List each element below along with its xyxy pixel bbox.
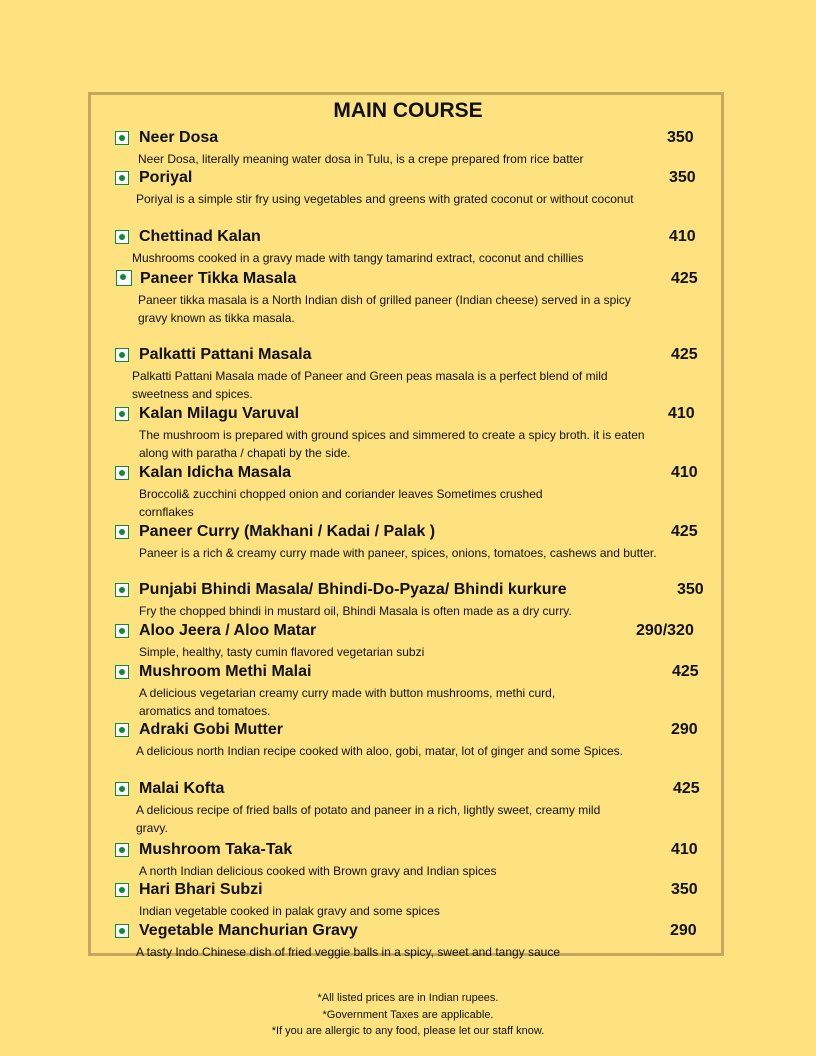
item-price: 410 (668, 405, 695, 422)
item-name: Poriyal (139, 169, 193, 186)
item-description: Fry the chopped bhindi in mustard oil, Bhindi Masala is often made as a dry curry. (139, 604, 572, 618)
item-price: 410 (671, 464, 698, 481)
item-name: Kalan Milagu Varuval (139, 405, 300, 422)
item-description: Palkatti Pattani Masala made of Paneer and Green peas masala is a perfect blend of mild sweetness and spices. (132, 369, 608, 401)
item-description: Paneer is a rich & creamy curry made with paneer, spices, onions, tomatoes, cashews and butter. (139, 546, 657, 560)
item-description: A tasty Indo Chinese dish of fried veggie balls in a spicy, sweet and tangy sauce (136, 945, 561, 959)
item-name: Punjabi Bhindi Masala/ Bhindi-Do-Pyaza/ Bhindi kurkure (139, 581, 567, 598)
item-description: Poriyal is a simple stir fry using vegetables and greens with grated coconut or without coconut (136, 192, 634, 206)
veg-indicator-icon (115, 624, 129, 638)
veg-indicator-icon (115, 665, 129, 679)
veg-indicator-icon (115, 883, 129, 897)
item-description: Indian vegetable cooked in palak gravy and some spices (139, 904, 440, 918)
item-name: Chettinad Kalan (139, 228, 261, 245)
veg-indicator-icon (115, 723, 129, 737)
item-description: Simple, healthy, tasty cumin flavored vegetarian subzi (139, 645, 425, 659)
item-price: 350 (667, 129, 694, 146)
veg-indicator-icon (115, 348, 129, 362)
veg-indicator-icon (115, 131, 129, 145)
item-price: 350 (669, 169, 696, 186)
veg-indicator-icon (115, 924, 129, 938)
item-name: Aloo Jeera / Aloo Matar (139, 622, 317, 639)
item-price: 425 (671, 346, 698, 363)
item-price: 350 (677, 581, 704, 598)
item-price: 410 (669, 228, 696, 245)
veg-indicator-icon (115, 171, 129, 185)
item-price: 410 (671, 841, 698, 858)
item-price: 290 (670, 922, 697, 939)
item-price: 425 (672, 663, 699, 680)
veg-indicator-icon (115, 407, 129, 421)
item-description: The mushroom is prepared with ground spices and simmered to create a spicy broth. it is eaten along with paratha / chapati by the side. (139, 428, 645, 460)
footer-note: *If you are allergic to any food, please let our staff know. (271, 1025, 545, 1037)
item-name: Vegetable Manchurian Gravy (139, 922, 358, 939)
veg-indicator-icon (115, 466, 129, 480)
item-description: Neer Dosa, literally meaning water dosa in Tulu, is a crepe prepared from rice batter (138, 152, 584, 166)
item-description: Paneer tikka masala is a North Indian dish of grilled paneer (Indian cheese) served in a spicy gravy known as tikka masala. (138, 293, 631, 325)
item-name: Adraki Gobi Mutter (139, 721, 284, 738)
footer-note: *Government Taxes are applicable. (322, 1008, 494, 1021)
footer-notes (0, 990, 816, 1040)
veg-indicator-icon (115, 525, 129, 539)
item-price: 290 (671, 721, 698, 738)
item-description: A delicious vegetarian creamy curry made with button mushrooms, methi curd, aromatics and tomatoes. (139, 686, 556, 718)
item-name: Palkatti Pattani Masala (139, 346, 312, 363)
veg-indicator-icon (115, 782, 129, 796)
item-price: 425 (671, 523, 698, 540)
item-name: Malai Kofta (139, 780, 225, 797)
footer-note: *All listed prices are in Indian rupees. (317, 992, 499, 1004)
menu-title: MAIN COURSE (333, 99, 483, 122)
item-description: Broccoli& zucchini chopped onion and coriander leaves Sometimes crushed cornflakes (139, 487, 543, 519)
veg-indicator-icon (115, 230, 129, 244)
item-price: 350 (671, 881, 698, 898)
item-name: Mushroom Methi Malai (139, 663, 312, 680)
veg-indicator-icon (115, 843, 129, 857)
item-description: A north Indian delicious cooked with Brown gravy and Indian spices (139, 864, 497, 878)
item-name: Paneer Tikka Masala (140, 270, 297, 287)
item-description: A delicious north Indian recipe cooked with aloo, gobi, matar, lot of ginger and some Spices. (136, 744, 623, 758)
item-name: Kalan Idicha Masala (139, 464, 292, 481)
item-name: Paneer Curry (Makhani / Kadai / Palak ) (139, 523, 436, 540)
item-description: Mushrooms cooked in a gravy made with tangy tamarind extract, coconut and chillies (132, 251, 584, 265)
item-name: Mushroom Taka-Tak (139, 841, 293, 858)
item-price: 425 (671, 270, 698, 287)
item-price: 290/320 (636, 622, 694, 639)
veg-indicator-icon (116, 270, 132, 286)
item-description: A delicious recipe of fried balls of potato and paneer in a rich, lightly sweet, creamy mild gravy. (136, 803, 601, 835)
item-name: Neer Dosa (139, 129, 219, 146)
veg-indicator-icon (115, 583, 129, 597)
item-price: 425 (673, 780, 700, 797)
item-name: Hari Bhari Subzi (139, 881, 263, 898)
